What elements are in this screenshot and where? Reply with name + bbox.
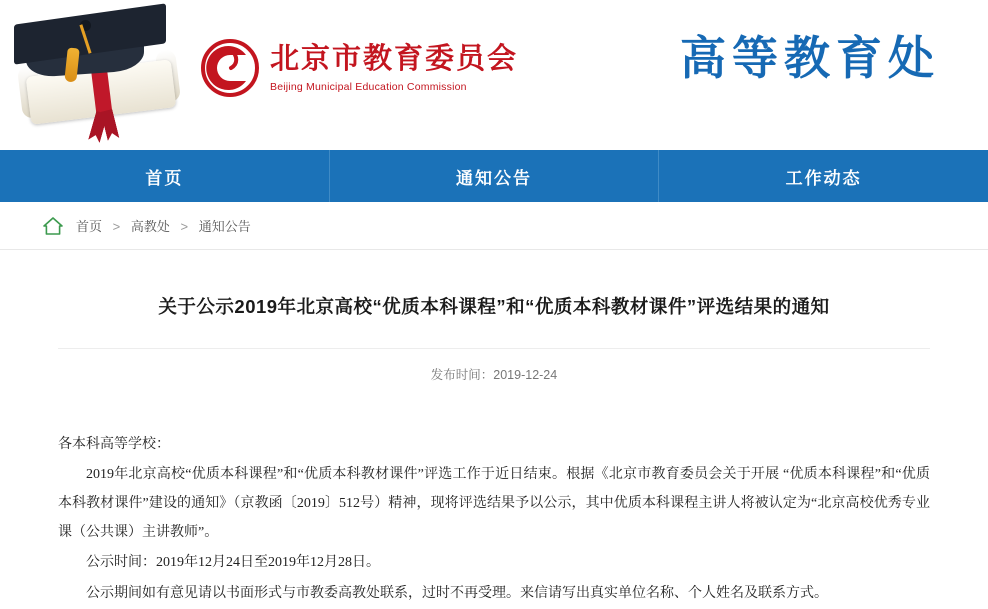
article-paragraph: 公示时间：2019年12月24日至2019年12月28日。 bbox=[86, 555, 380, 571]
article-body bbox=[58, 431, 930, 609]
breadcrumb-item-higher-ed[interactable]: 高教处 bbox=[130, 219, 170, 234]
breadcrumb-list bbox=[76, 216, 251, 235]
page-title: 关于公示2019年北京高校“优质本科课程”和“优质本科教材课件”评选结果的通知 bbox=[158, 296, 830, 317]
article bbox=[0, 292, 988, 609]
bmec-logo bbox=[200, 38, 518, 98]
site-header bbox=[0, 0, 988, 150]
main-nav bbox=[0, 150, 988, 202]
breadcrumb-separator: > bbox=[180, 219, 189, 234]
bmec-emblem-icon bbox=[200, 38, 260, 98]
breadcrumb-separator: > bbox=[112, 219, 121, 234]
bmec-logo-cn: 北京市教育委员会 bbox=[270, 43, 519, 76]
nav-item-news[interactable]: 工作动态 bbox=[785, 168, 862, 188]
breadcrumb-item-notices[interactable]: 通知公告 bbox=[198, 219, 251, 234]
bmec-logo-en: Beijing Municipal Education Commission bbox=[270, 80, 467, 93]
publish-date: 发布时间：2019-12-24 bbox=[58, 348, 930, 383]
nav-item-notices[interactable]: 通知公告 bbox=[330, 150, 660, 202]
breadcrumb bbox=[0, 202, 988, 250]
graduation-cap-icon bbox=[8, 6, 198, 146]
article-paragraph: 各本科高等学校： bbox=[58, 436, 170, 452]
nav-item-home[interactable]: 首页 bbox=[0, 150, 330, 202]
article-paragraph: 2019年北京高校“优质本科课程”和“优质本科教材课件”评选工作于近日结束。根据《北京市教育委员会关于开展 “优质本科课程”和“优质本科教材课件”建设的通知》（京教函〔2019〕512号）精神，现将评选结果予以公示，其中优质本科课程主讲人将被认定为“北京高校优秀专业课（公共课）主讲教师”。 bbox=[58, 467, 930, 540]
site-title: 高等教育处 bbox=[680, 33, 940, 84]
article-paragraph: 公示期间如有意见请以书面形式与市教委高教处联系，过时不再受理。来信请写出真实单位名称、个人姓名及联系方式。 bbox=[86, 586, 828, 602]
breadcrumb-item-home[interactable]: 首页 bbox=[76, 219, 103, 234]
home-icon[interactable] bbox=[42, 216, 64, 236]
